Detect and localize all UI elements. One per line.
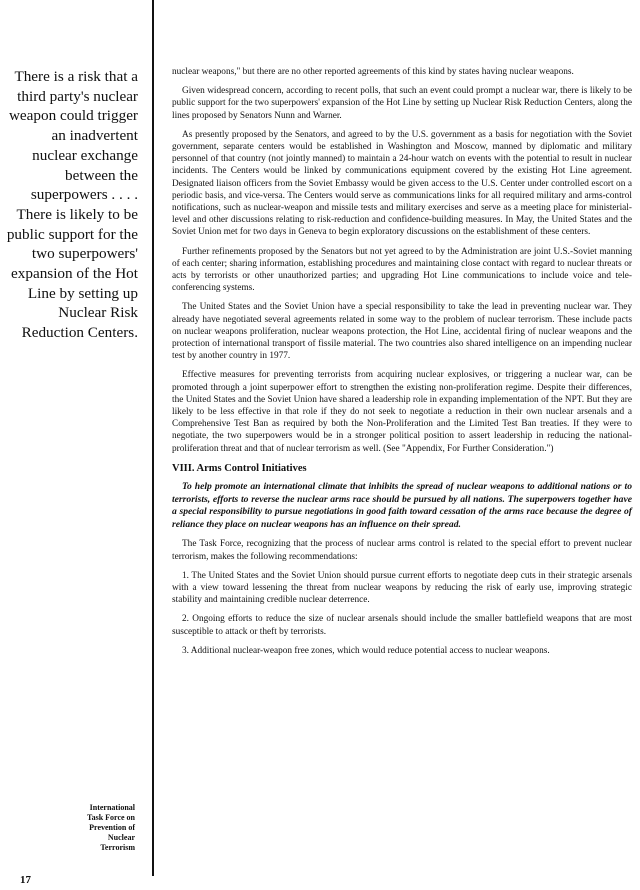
paragraph-senators-proposal: As presently proposed by the Senators, and agreed to by the U.S. government as a basis for negotiation with the Soviet government, separate centers would be established in Washington and Moscow, manned by diplomatic and military personnel of that country (not jointly manned) to maintain a 24-hour watch on events with the potential to result in nuclear incidents. The Centers would be linked by communications equipment covered by the existing Hot Line agreement. Designated liaison officers from the Soviet Embassy would be given access to the U.S. Center under controlled escort on a periodic basis, and vice-versa. The Centers would serve as communications links for all required military and arms-control notifications, such as nuclear-weapon and missile tests and military exercises and serve as a meeting place for ministerial-level and other discussions relating to risk-reduction and confidence-building measures. In May, the United States and the Soviet Union met for two days in Geneva to begin exploratory discussions on the establishment of these centers. — [172, 129, 632, 238]
recommendation-item: 1. The United States and the Soviet Union should pursue current efforts to negotiate deep cuts in their strategic arsenals with a view toward lessening the threat from nuclear weapons by reducing the risk of early use, improving strategic stability and maintaining credible nuclear deterrence. — [172, 570, 632, 606]
org-line: International — [89, 803, 135, 812]
paragraph-special-responsibility: The United States and the Soviet Union have a special responsibility to take the lead in preventing nuclear war. They already have negotiated several agreements related in some way to the problem of nuclear terrorism. These include pacts on nuclear weapons proliferation, nuclear weapons protection, the Hot Line, accidental firing of nuclear weapons and the protection of international transport of fissile material. The two countries also shared intelligence on an impending nuclear test by another country in 1977. — [172, 302, 632, 362]
org-line: Nuclear — [107, 833, 135, 842]
recommendation-item: 3. Additional nuclear-weapon free zones, which would reduce potential access to nuclear weapons. — [182, 645, 550, 656]
paragraph-recommendations-intro: The Task Force, recognizing that the process of nuclear arms control is related to the special effort to prevent nuclear terrorism, makes the following recommendations: — [172, 539, 632, 562]
org-line: Task Force on — [86, 813, 135, 822]
paragraph-effective-measures: Effective measures for preventing terrorists from acquiring nuclear explosives, or triggering a nuclear war, can be promoted through a joint superpower effort to strengthen the existing non-proliferation regime. Despite their differences, the United States and the Soviet Union have shared a leadership role in expanding implementation of the NPT. But they are likely to be less effective in that role if they do not seek to negotiate a reduction in their own nuclear arsenals and a Comprehensive Test Ban as required by both the Non-Proliferation and the Limited Test Ban treaties. If they were to negotiate, the two superpowers would be in a stronger political position to assert leadership in reducing the national-proliferation threat and that of nuclear terrorism as well. (See "Appendix, For Further Consideration.") — [172, 370, 632, 454]
organization-credit — [80, 803, 135, 853]
main-text-column — [172, 66, 632, 664]
pull-quote-text: There is a risk that a third party's nuclear weapon could trigger an inadvertent nuclear exchange between the superpowers . . . . There is likely to be public support for the two superpowers' expansion of the Hot Line by setting up Nuclear Risk Reduction Centers. — [6, 68, 138, 342]
section-lead-statement: To help promote an international climate that inhibits the spread of nuclear weapons to additional nations or to terrorists, efforts to reverse the nuclear arms race should be pursued by all nations. The superpowers together have a special responsibility to pursue negotiations in good faith toward cessation of the arms race because the degree of reliance they place on nuclear weapons has an influence on their spread. — [172, 481, 632, 530]
org-line: Terrorism — [100, 843, 135, 852]
org-line: Prevention of — [89, 823, 135, 832]
vertical-divider-rule — [152, 0, 154, 876]
pull-quote — [4, 67, 138, 343]
paragraph-further-refinements: Further refinements proposed by the Senators but not yet agreed to by the Administration are joint U.S.-Soviet manning of each center; sharing information, establishing procedures and maintaining close contact with regard to nuclear threats or acts by terrorists or other unauthorized parties; and upgrading Hot Line communications to include voice and tele-conferencing systems. — [172, 246, 632, 294]
paragraph-continuation: nuclear weapons," but there are no other reported agreements of this kind by states having nuclear weapons. — [172, 67, 574, 77]
section-heading: VIII. Arms Control Initiatives — [172, 462, 307, 474]
page-number: 17 — [20, 874, 31, 886]
paragraph-public-support: Given widespread concern, according to recent polls, that such an event could prompt a nuclear war, there is likely to be public support for the two superpowers' expansion of the Hot Line by setting up Nuclear Risk Reduction Centers, along the lines proposed by Senators Nunn and Warner. — [172, 86, 632, 121]
recommendation-item: 2. Ongoing efforts to reduce the size of nuclear arsenals should include the smaller battlefield weapons that are most susceptible to attack or theft by terrorists. — [172, 614, 632, 637]
